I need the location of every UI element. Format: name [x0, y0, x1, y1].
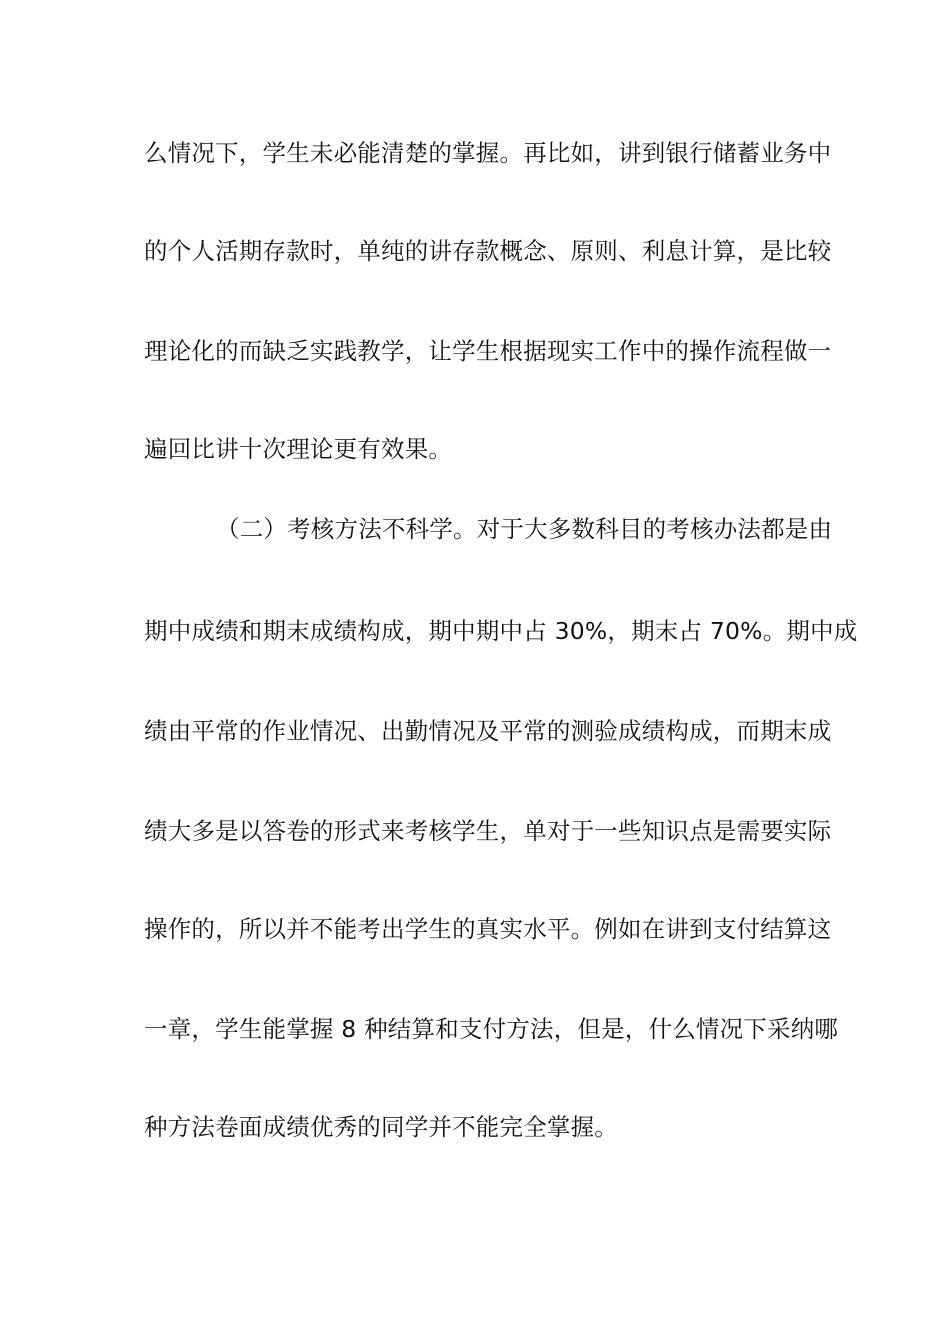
- paragraph-line: 种方法卷面成绩优秀的同学并不能完全掌握。: [144, 1113, 618, 1141]
- paragraph-line: 绩由平常的作业情况、出勤情况及平常的测验成绩构成，而期末成: [144, 717, 832, 745]
- section-heading-line: （二）考核方法不科学。对于大多数科目的考核办法都是由: [216, 515, 833, 543]
- paragraph-line: 理论化的而缺乏实践教学，让学生根据现实工作中的操作流程做一: [144, 337, 832, 365]
- paragraph-line: 的个人活期存款时，单纯的讲存款概念、原则、利息计算，是比较: [144, 237, 832, 265]
- paragraph-line: 期中成绩和期末成绩构成，期中期中占 30%，期末占 70%。期中成: [144, 617, 858, 645]
- paragraph-line: 遍回比讲十次理论更有效果。: [144, 435, 453, 463]
- paragraph-line: 一章，学生能掌握 8 种结算和支付方法，但是，什么情况下采纳哪: [144, 1015, 839, 1043]
- paragraph-line: 绩大多是以答卷的形式来考核学生，单对于一些知识点是需要实际: [144, 817, 832, 845]
- paragraph-line: 操作的，所以并不能考出学生的真实水平。例如在讲到支付结算这: [144, 915, 832, 943]
- paragraph-line: 么情况下，学生未必能清楚的掌握。再比如，讲到银行储蓄业务中: [144, 139, 832, 167]
